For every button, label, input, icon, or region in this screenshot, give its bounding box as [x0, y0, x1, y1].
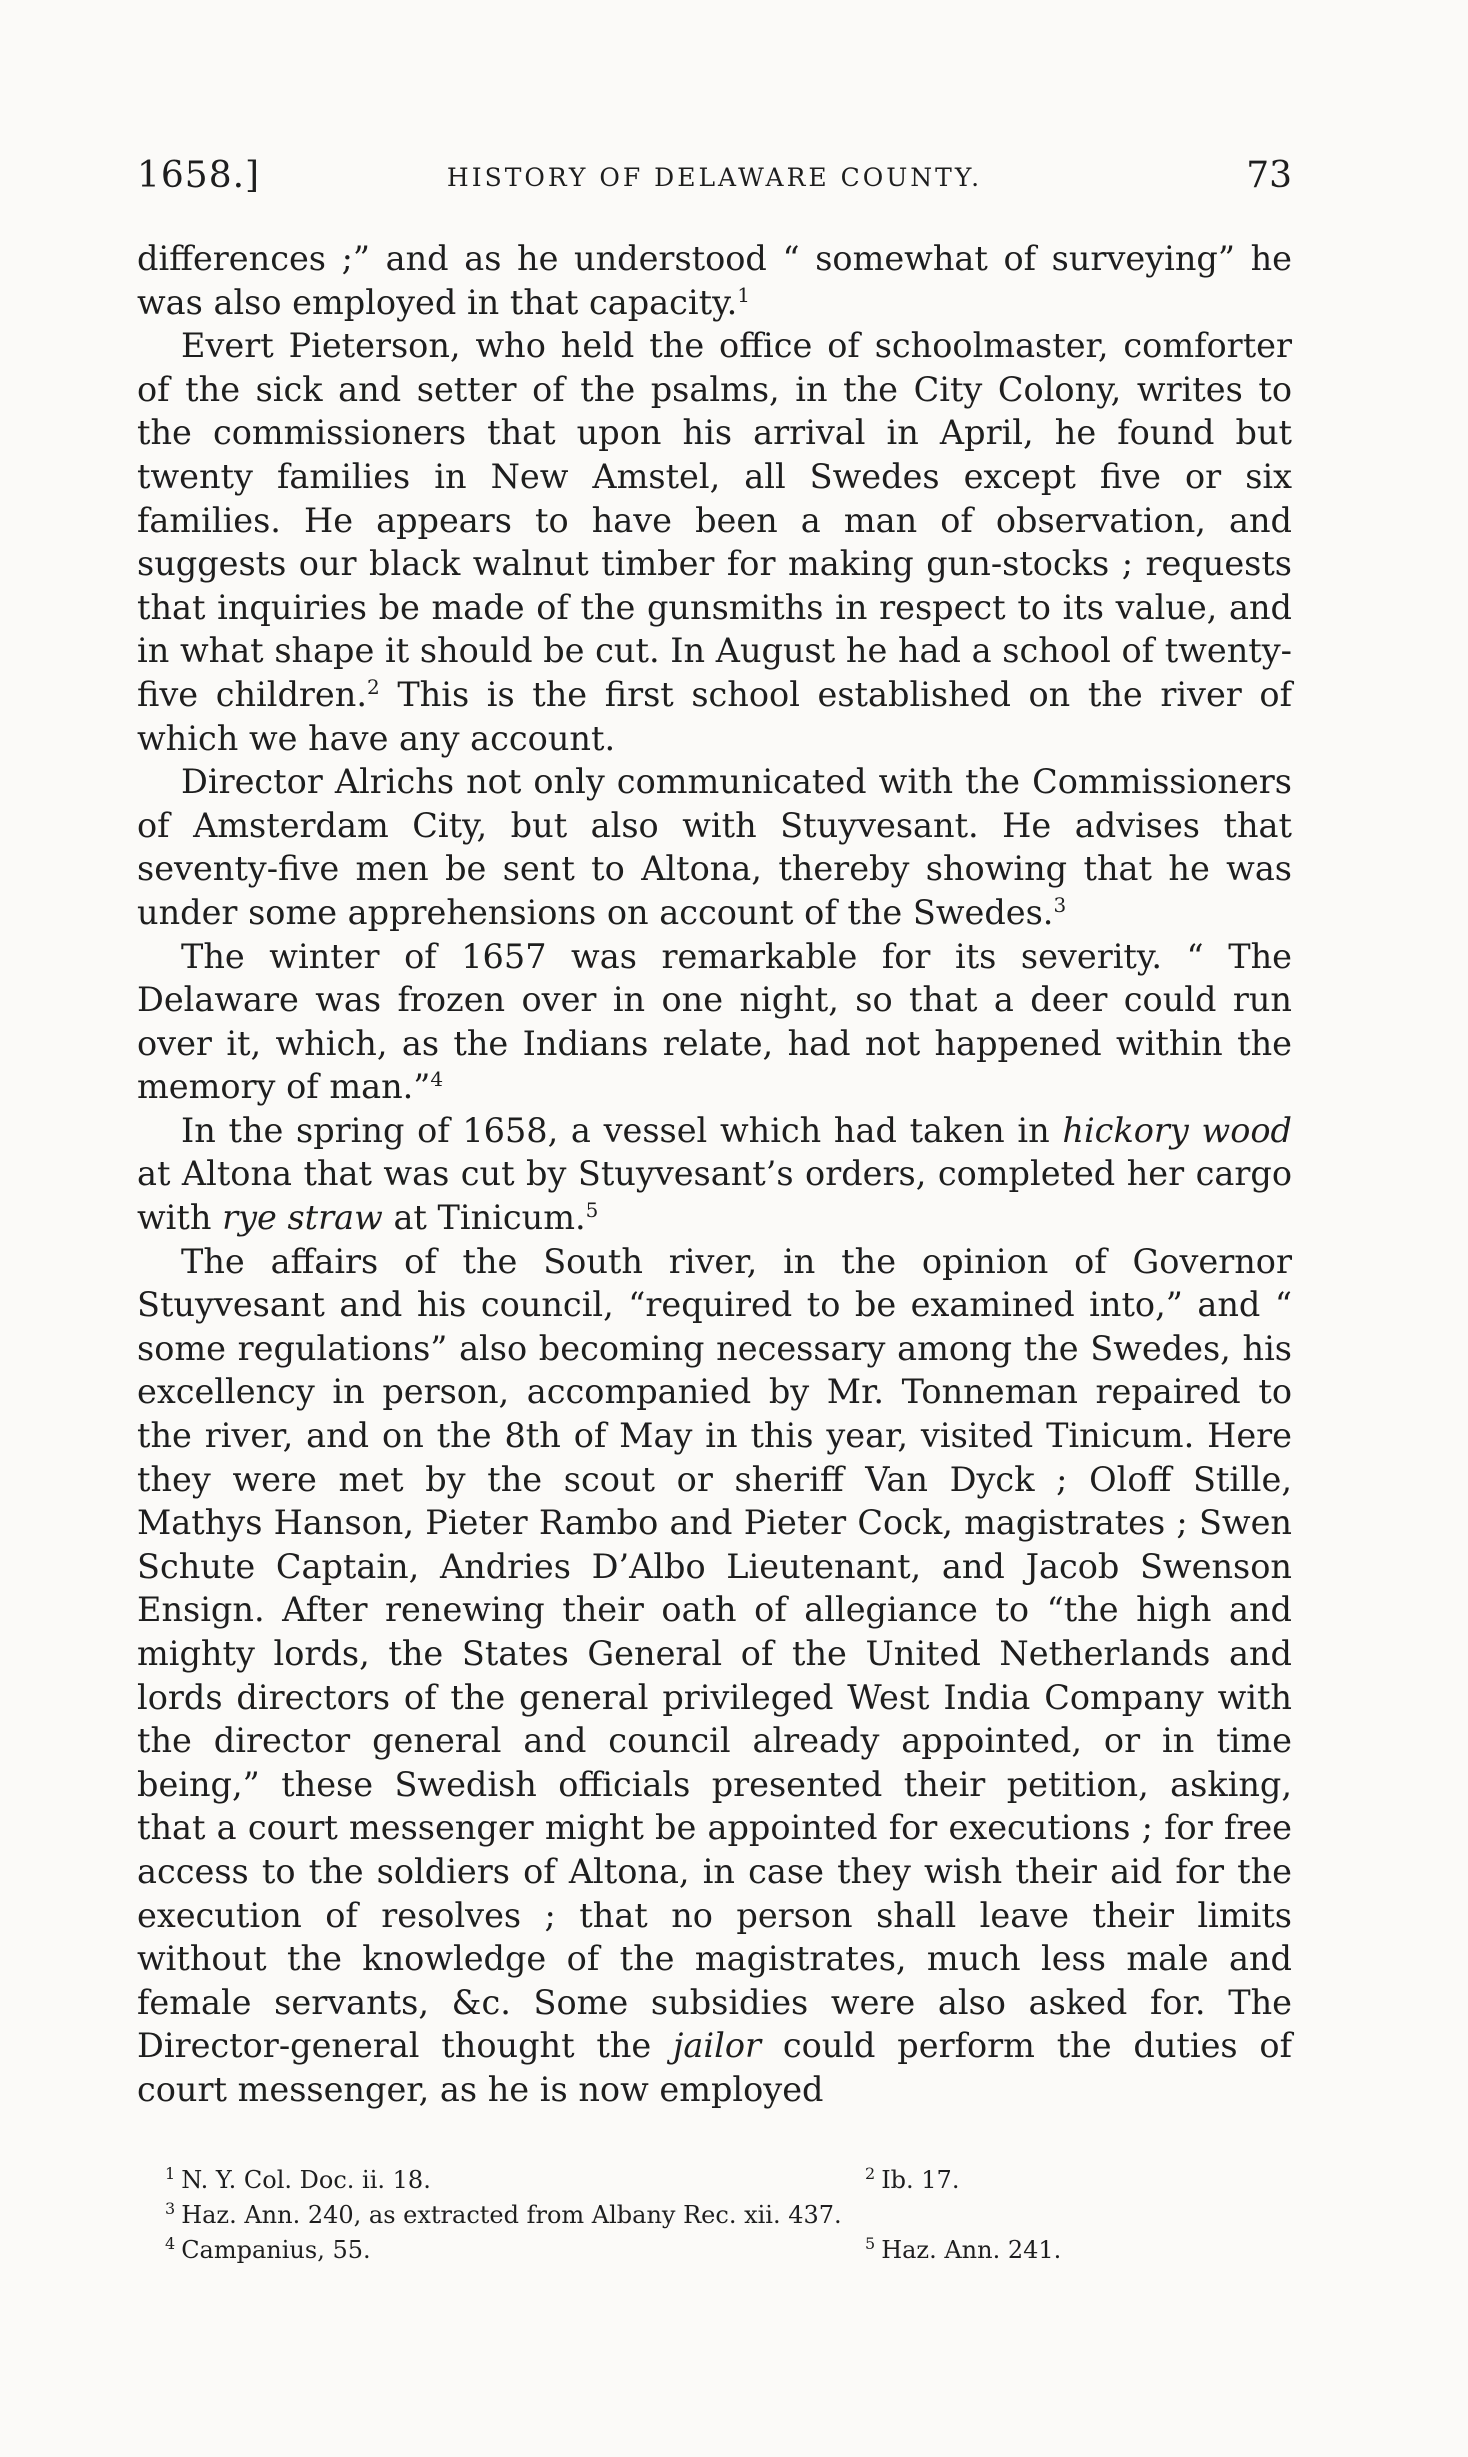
paragraph	[137, 1240, 1292, 2112]
footnote	[865, 2163, 959, 2198]
footnote-text: Ib. 17.	[881, 2166, 960, 2194]
footnote-marker: 5	[585, 1197, 599, 1222]
footnote-marker: 4	[430, 1067, 444, 1092]
footnote-number: 3	[165, 2199, 176, 2218]
footnote-number: 1	[165, 2164, 176, 2183]
text-run: differences ;” and as he understood “ somewhat of surveying” he was also employed in that capacity.	[137, 239, 1292, 322]
footnote-number: 5	[865, 2234, 876, 2253]
footnote-text: Haz. Ann. 241.	[881, 2236, 1062, 2264]
text-run: Director Alrichs not only communicated with the Commissioners of Amsterdam City, but also with Stuyvesant. He advises that seventy-five men be sent to Altona, thereby showing that he was under some apprehensions on account of the Swedes.	[137, 762, 1292, 932]
footnote-text: Campanius, 55.	[181, 2236, 371, 2264]
paragraph	[137, 324, 1292, 760]
footnote-text: N. Y. Col. Doc. ii. 18.	[181, 2166, 431, 2194]
body-text	[137, 237, 1292, 2112]
footnote	[165, 2198, 842, 2233]
paragraph	[137, 935, 1292, 1109]
footnote	[165, 2233, 371, 2268]
paragraph	[137, 237, 1292, 324]
footnote-text: Haz. Ann. 240, as extracted from Albany Rec. xii. 437.	[181, 2201, 842, 2229]
text-run: The affairs of the South river, in the opinion of Governor Stuyvesant and his council, “required to be examined into,” and “ some regulations” also becoming necessary among the Swedes, his excellency in person, accompanied by Mr. Tonneman repaired to the river, and on the 8th of May in this year, visited Tinicum. Here they were met by the scout or sheriff Van Dyck ; Oloff Stille, Mathys Hanson, Pieter Rambo and Pieter Cock, magistrates ; Swen Schute Captain, Andries D’Albo Lieutenant, and Jacob Swenson Ensign. After renewing their oath of allegiance to “the high and mighty lords, the States General of the United Netherlands and lords directors of the general privileged West India Company with the director general and council already appointed, or in time being,” these Swedish officials presented their petition, asking, that a court messenger might be appointed for executions ; for free access to the soldiers of Altona, in case they wish their aid for the execution of resolves ; that no person shall leave their limits without the knowledge of the magistrates, much less male and female servants, &c. Some subsidies were also asked for. The Director-general thought the	[137, 1241, 1292, 2066]
italic-text: hickory wood	[1062, 1110, 1292, 1150]
footnote-number: 4	[165, 2234, 176, 2253]
header-year: 1658.]	[137, 155, 261, 196]
footnote-number: 2	[865, 2164, 876, 2183]
footnotes	[165, 2163, 1165, 2268]
footnote-marker: 3	[1053, 892, 1067, 917]
footnote	[865, 2233, 1061, 2268]
text-run: In the spring of 1658, a vessel which had taken in	[181, 1110, 1063, 1150]
page-number: 73	[1246, 155, 1292, 196]
footnote-marker: 1	[737, 282, 750, 307]
text-run: could perform the duties of court messenger, as he is now employed	[137, 2026, 1292, 2109]
text-run: The winter of 1657 was remarkable for its severity. “ The Delaware was frozen over in one night, so that a deer could run over it, which, as the Indians relate, had not happened within the memory of man.”	[137, 936, 1292, 1107]
text-run: at Altona that was cut by Stuyvesant’s orders, completed her cargo with	[137, 1154, 1292, 1238]
footnote	[165, 2163, 431, 2198]
paragraph	[137, 1109, 1292, 1240]
text-run: This is the first school established on the river of which we have any account.	[137, 674, 1292, 758]
running-header	[137, 155, 1292, 205]
text-run: Evert Pieterson, who held the office of schoolmaster, comforter of the sick and setter of the psalms, in the City Colony, writes to the commissioners that upon his arrival in April, he found but twenty families in New Amstel, all Swedes except five or six families. He appears to have been a man of observation, and suggests our black walnut timber for making gun-stocks ; requests that inquiries be made of the gunsmiths in respect to its value, and in what shape it should be cut. In August he had a school of twenty-five children.	[137, 326, 1292, 714]
footnote-row	[165, 2163, 1165, 2198]
italic-text: rye straw	[222, 1198, 383, 1238]
italic-text: jailor	[673, 2026, 762, 2066]
text-run: at Tinicum.	[382, 1198, 586, 1238]
footnote-row	[165, 2198, 1165, 2233]
paragraph	[137, 760, 1292, 934]
header-title: HISTORY OF DELAWARE COUNTY.	[446, 163, 983, 192]
footnote-marker: 2	[366, 674, 380, 699]
footnote-row	[165, 2233, 1165, 2268]
